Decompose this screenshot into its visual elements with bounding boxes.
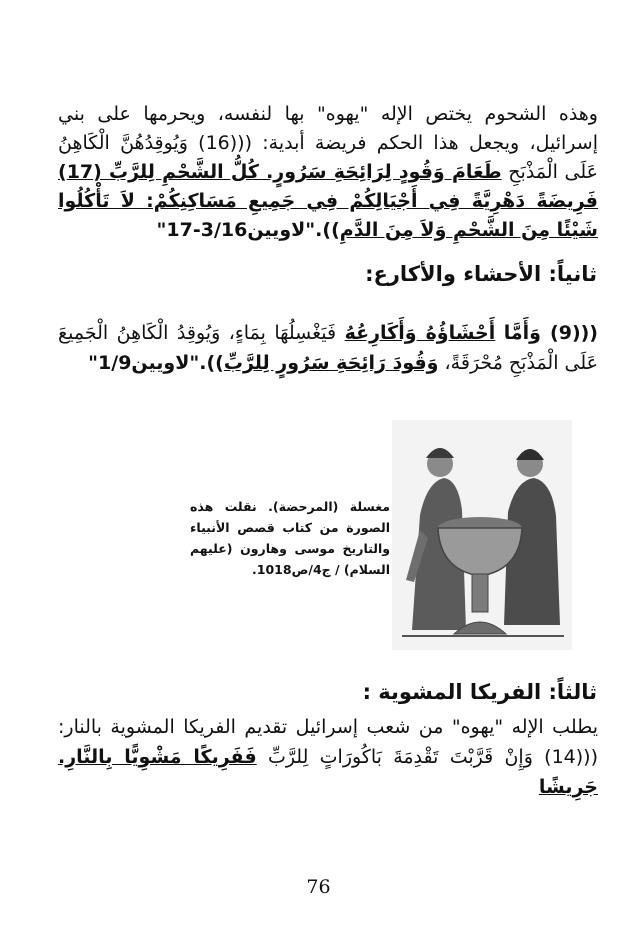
section-heading-roasted-freekeh: ثالثاً: الفريكا المشوية : [362,680,597,704]
paragraph-fats [58,100,598,245]
paragraph-fats-text: وهذه الشحوم يختص الإله "يهوه" بها لنفسه، ويحرمها على بني إسرائيل، ويجعل هذا الحكم فريضة أبدية: (((16) وَيُوقِدُهُنَّ الْكَاهِنُ عَلَى الْمَذْبَحِ [58,103,598,183]
verse-open: (((9) وَأَمَّا [503,322,598,344]
underlined-offering: وَقُودَ رَائِحَةِ سَرُورٍ لِلرَّبِّ [223,352,439,374]
paragraph-freekeh [58,712,598,802]
paragraph-innards [58,318,598,378]
paragraph-fats-underlined-verse: طَعَامَ وَقُودٍ لِرَائِحَةِ سَرُورٍ. كُلُّ الشَّحْمِ لِلرَّبِّ (17) فَرِيضَةً دَهْرِيَّةً فِي أَجْيَالِكُمْ فِي جَمِيعِ مَسَاكِنِكُمْ: لاَ تَأْكُلُوا شَيْئًا مِنَ الشَّحْمِ وَلاَ مِنَ الدَّمِ [58,161,598,241]
figure-caption: مغسلة (المرحضة). نقلت هذه الصورة من كتاب قصص الأنبياء والتاريخ موسى وهارون (عليهم السلام) / ج4/ص1018. [190,499,390,577]
verse-close: )) [322,219,340,241]
paragraph-freekeh-text: يطلب الإله "يهوه" من شعب إسرائيل تقديم الفريكا المشوية بالنار: (((14) وَإِنْ قَرَّبْتَ تَقْدِمَةَ بَاكُورَاتٍ لِلرَّبِّ [58,716,598,768]
underlined-innards: أَحْشَاؤُهُ وَأَكَارِعُهُ [344,322,496,344]
laver-illustration [392,420,572,650]
page-number: 76 [306,876,331,898]
reference-leviticus-1: ."لاويين1/9" [88,352,207,374]
underlined-roasted-freekeh: فَفَرِيكًا مَشْوِيًّا بِالنَّارِ. جَرِيشًا [58,746,598,798]
section-heading-innards: ثانياً: الأحشاء والأكارع: [365,262,597,286]
paragraph-innards-text: فَيَغْسِلُهَا بِمَاءٍ، وَيُوقِدُ الْكَاهِنُ الْجَمِيعَ عَلَى الْمَذْبَحِ مُحْرَقَةً، [58,322,598,374]
reference-leviticus-3: ."لاويين3/16-17" [156,219,323,241]
verse-close: )) [206,352,224,374]
